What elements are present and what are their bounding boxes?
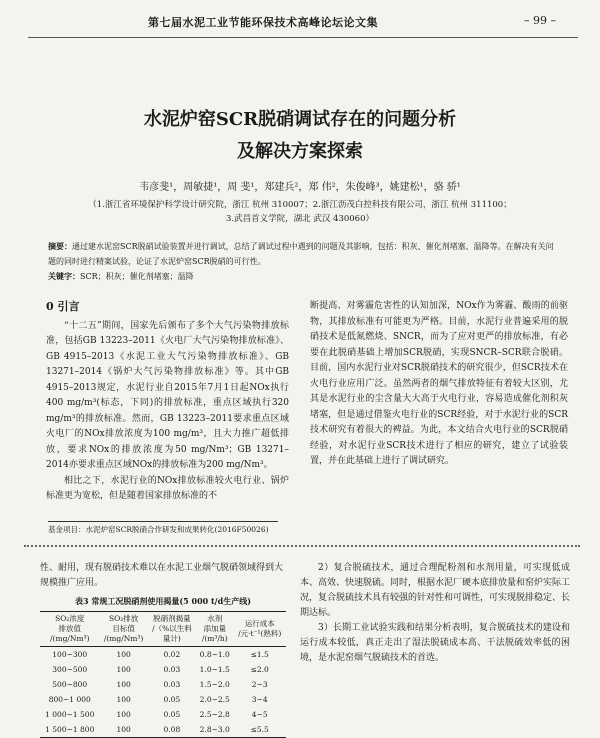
keywords: [48, 269, 560, 284]
body-column-left: [46, 299, 289, 505]
page-break-separator: [24, 545, 580, 547]
affiliations: [0, 198, 600, 226]
table-cell: 1 000~1 500: [45, 710, 95, 719]
paper-title: [0, 104, 600, 168]
paper-title-line2: 及解决方案探索: [237, 141, 363, 162]
table-row: [40, 707, 286, 722]
table-caption: 表3 常规工况脱硝剂使用揭量(5 000 t/d生产线): [75, 596, 251, 606]
table-header-cell: 脱硝剂揭量 /（%以生料 量计): [148, 612, 196, 647]
table-cell: 4~5: [251, 710, 268, 719]
table-header-cell: 水剂 添加量 /(m³/h): [196, 612, 233, 647]
affiliation-line1: （1.浙江省环境保护科学设计研究院，浙江 杭州 310007；2.浙江沥茂白控科技有限公司，浙江 杭州 311100；: [88, 200, 512, 210]
table-cell: 800~1 000: [48, 695, 91, 704]
table-cell: 100: [100, 722, 148, 738]
table-row: [40, 662, 286, 677]
table-cell: ≤5.5: [233, 722, 286, 738]
lower-left-column: [40, 561, 286, 738]
table-cell: 500~800: [52, 680, 88, 689]
paragraph: “十二五”期间，国家先后颁布了多个大气污染物排放标准，包括GB 13223–2011《火电厂大气污染物排放标准》、GB 4915–2013《水泥工业大气污染物排放标准》、GB 13271–2014《锅炉大气污染物排放标准》等。其中GB 4915–2013规定，水泥行业自2015年7月1日起NOx执行400 mg/m³(标态，下同)的排放标准，重点区域执行320 mg/m³的排放标准。然而，GB 13223–2011要求重点区域火电厂的NOx排放浓度为100 mg/m³，且大力推广超低排放，要求NOx的排放浓度为50 mg/Nm³；GB 13271–2014亦要求重点区域NOx的排放标准为200 mg/Nm³。: [46, 320, 289, 470]
affiliation-line2: 3.武昌首义学院，湖北 武汉 430060）: [226, 214, 374, 224]
table-row: [40, 722, 286, 738]
table-cell: 1 500~1 800: [40, 722, 100, 738]
table-header-cell: SO₂浓度 排放值 /(mg/Nm³): [40, 612, 100, 647]
table-cell: 3~4: [251, 695, 268, 704]
header-rule: [28, 37, 578, 38]
table-cell: 0.08: [148, 722, 196, 738]
authors: 韦彦斐¹，周敏捷¹，周 斐¹，郑建兵²，郑 伟²，朱俊峰³，姚建松¹，骆 骄¹: [139, 182, 461, 193]
paragraph: 3）长期工业试验实践和结果分析表明，复合脱硫技术的建设和运行成本较低，真正走出了湿法脱硫成本高、干法脱硫效率低的困境，是水泥窑烟气脱硫技术的首选。: [300, 623, 570, 663]
table-cell: 2.0~2.5: [199, 695, 230, 704]
table-cell: 100: [116, 650, 131, 659]
footnote-rule: [48, 521, 278, 522]
table-cell: 100: [116, 665, 131, 674]
table-cell: 2.8~3.0: [196, 722, 233, 738]
paragraph: 性、耐用，现有脱硝技术难以在水泥工业烟气脱硝领域得到大规模推广应用。: [40, 563, 284, 588]
table-header-cell: SO₂排放 目标值 /(mg/Nm³): [100, 612, 148, 647]
table-cell: 100: [116, 680, 131, 689]
table-cell: 2~3: [251, 680, 268, 689]
table-cell: ≤2.0: [250, 665, 269, 674]
table-cell: 1.0~1.5: [199, 665, 230, 674]
keywords-label: 关键字：: [48, 271, 80, 281]
page-number: – 99 –: [524, 14, 556, 27]
table-row: [40, 677, 286, 692]
table-cell: 0.02: [163, 650, 181, 659]
table-cell: 0.03: [163, 680, 181, 689]
paragraph: 2）复合脱硫技术，通过合理配粉剂和水剂用量，可实现低成本、高效、快速脱硫。同时，根据水泥厂硬本底排放量和窑炉实际工况，复合脱硫技术具有较强的针对性和可调性，可实现脱排稳定、长期达标。: [300, 563, 571, 618]
table-cell: 1.5~2.0: [199, 680, 230, 689]
table-cell: 2.5~2.8: [199, 710, 230, 719]
table-row: [40, 647, 286, 663]
table-cell: 0.05: [163, 695, 181, 704]
footnote: 基金项目：水泥炉窑SCR脱硝合作研发和成果转化(2016F50026): [48, 525, 269, 534]
paragraph: 相比之下，水泥行业的NOx排放标准较火电行业、锅炉标准更为宽松，但是随着国家排放标准的不: [46, 475, 289, 501]
table-row: [40, 692, 286, 707]
running-header: [0, 14, 600, 36]
table-cell: 0.03: [163, 665, 181, 674]
table-cell: 100~300: [52, 650, 88, 659]
table-cell: 0.05: [163, 710, 181, 719]
lower-right-column: [300, 561, 570, 666]
table-header-row: [40, 612, 286, 647]
table-cell: 100: [116, 695, 131, 704]
paragraph: 断提高、对雾霾危害性的认知加深，NOx作为雾霾、酸雨的前驱物，其排放标准有可能更为严格。目前，水泥行业普遍采用的脱硝技术是低氮燃烧、SNCR，而为了应对更严的排放标准，有必要在此脱硝基础上增加SCR脱硝，实现SNCR–SCR联合脱硝。目前，国内水泥行业对SCR脱硝技术的研究很少，但SCR技术在火电行业应用广泛。虽然两者的烟气排放特征有着较大区别，尤其是水泥行业的尘含量大大高于火电行业，容易造成催化剂积灰堵塞，但是通过借鉴火电行业的SCR经验，对于水泥行业的SCR技术研究有着很大的裨益。为此，本文结合火电行业的SCR脱硝经验，对水泥行业SCR技术进行了相应的研究，建立了试验装置，并在此基础上进行了调试研究。: [310, 301, 568, 466]
table-cell: 300~500: [52, 665, 88, 674]
table-cell: 0.8~1.0: [199, 650, 230, 659]
table-cell: 100: [116, 710, 131, 719]
abstract-body: [48, 239, 560, 269]
data-table: [40, 611, 286, 738]
body-column-right: [310, 299, 568, 470]
abstract: [48, 239, 560, 284]
journal-title: 第七届水泥工业节能环保技术高峰论坛论文集: [148, 16, 378, 29]
paper-title-line1: 水泥炉窑SCR脱硝调试存在的问题分析: [143, 109, 457, 130]
abstract-text: 通过建水泥窑SCR脱硝试验装置并进行调试，总结了调试过程中遇到的问题及其影响，包括：积灰、催化剂堵塞、温降等。在解决有关问题的同时进行精案试验，论证了水泥炉窑SCR脱硝的可行性。: [48, 242, 554, 266]
keywords-text: SCR；积灰；催化剂堵塞；温降: [80, 272, 194, 281]
table-header-cell: 运行成本 /元·t⁻¹(熟料): [233, 612, 286, 647]
table-cell: ≤1.5: [250, 650, 269, 659]
abstract-label: 摘要：: [48, 241, 72, 251]
section-heading: 0 引言: [46, 300, 80, 313]
